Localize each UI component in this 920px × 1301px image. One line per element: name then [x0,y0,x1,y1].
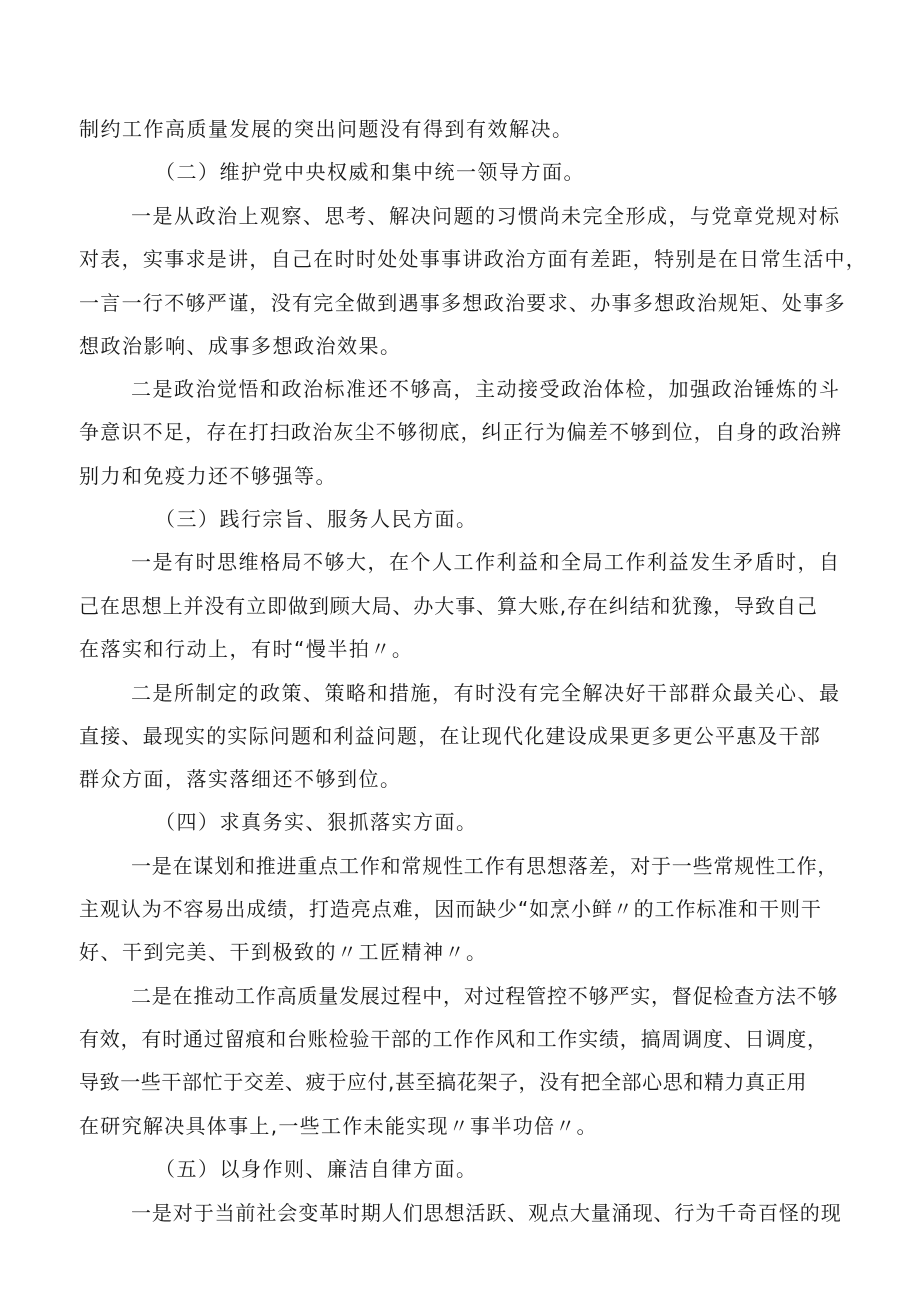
text-line-24: 在研究解决具体事上,一些工作未能实现〃事半功倍〃。 [79,1114,598,1138]
text-line-14: 二是所制定的政策、策略和措施，有时没有完全解决好干部群众最关心、最 [131,681,841,705]
text-line-9: 别力和免疫力还不够强等。 [79,464,337,488]
text-line-19: 主观认为不容易出成绩，打造亮点难，因而缺少“如烹小鲜〃的工作标准和干则干 [79,897,822,921]
text-line-26: 一是对于当前社会变革时期人们思想活跃、观点大量涌现、行为千奇百怪的现 [131,1201,842,1225]
text-line-1: 制约工作高质量发展的突出问题没有得到有效解决。 [79,117,574,141]
section-heading-5: （五）以身作则、廉洁自律方面。 [155,1157,478,1181]
text-line-6: 想政治影响、成事多想政治效果。 [79,334,402,358]
section-heading-3: （三）践行宗旨、服务人民方面。 [155,507,478,531]
text-line-13: 在落实和行动上，有时“慢半拍〃。 [79,637,414,661]
section-heading-4: （四）求真务实、狠抓落实方面。 [155,810,478,834]
text-line-15: 直接、最现实的实际问题和利益问题，在让现代化建设成果更多更公平惠及干部 [79,724,821,748]
text-line-22: 有效，有时通过留痕和台账检验干部的工作作风和工作实绩，搞周调度、日调度， [79,1027,828,1051]
text-line-4: 对表，实事求是讲，自己在时时处处事事讲政治方面有差距，特别是在日常生活中， [79,247,868,271]
text-line-5: 一言一行不够严谨，没有完全做到遇事多想政治要求、办事多想政治规矩、处事多 [79,291,846,315]
text-line-21: 二是在推动工作高质量发展过程中，对过程管控不够严实，督促检查方法不够 [131,984,839,1008]
text-line-18: 一是在谋划和推进重点工作和常规性工作有思想落差，对于一些常规性工作， [131,854,839,878]
text-line-3: 一是从政治上观察、思考、解决问题的习惯尚未完全形成，与党章党规对标 [131,204,841,228]
text-line-12: 己在思想上并没有立即做到顾大局、办大事、算大账,存在纠结和犹豫，导致自己 [79,594,818,618]
text-line-16: 群众方面，落实落细还不够到位。 [79,767,402,791]
text-line-23: 导致一些干部忙于交差、疲于应付,甚至搞花架子，没有把全部心思和精力真正用 [79,1070,807,1094]
text-line-8: 争意识不足，存在打扫政治灰尘不够彻底，纠正行为偏差不够到位，自身的政治辨 [79,420,843,444]
text-line-20: 好、干到完美、干到极致的〃工匠精神〃。 [79,940,488,964]
text-line-7: 二是政治觉悟和政治标准还不够高，主动接受政治体检，加强政治锤炼的斗 [131,377,841,401]
text-line-11: 一是有时思维格局不够大，在个人工作利益和全局工作利益发生矛盾时，自 [131,550,841,574]
section-heading-2: （二）维护党中央权威和集中统一领导方面。 [155,160,585,184]
